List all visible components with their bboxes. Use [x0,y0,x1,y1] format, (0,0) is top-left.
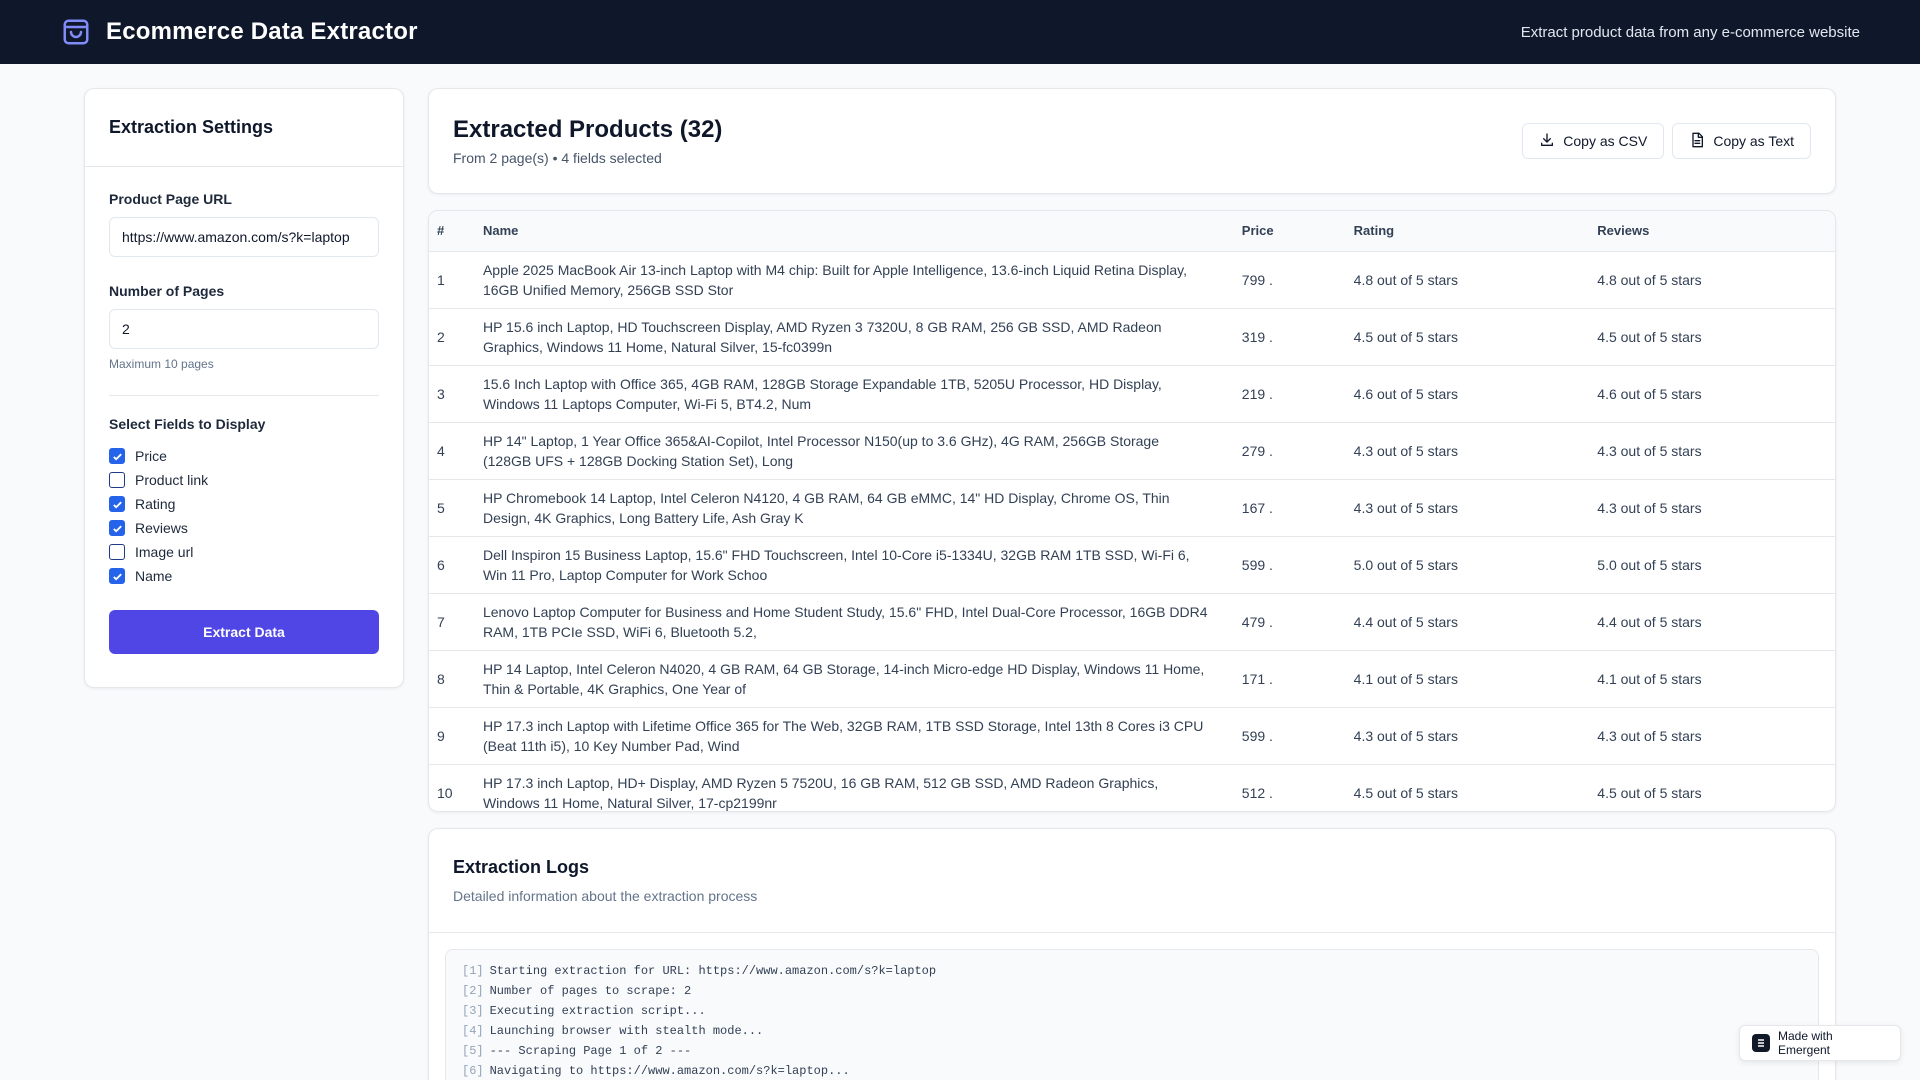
cell-name: Apple 2025 MacBook Air 13-inch Laptop with M4 chip: Built for Apple Intelligence, 13.6-inch Liquid Retina Display, 16GB Unified Memory, 256GB SSD Stor [475,251,1234,308]
cell-index: 7 [429,593,475,650]
checkbox-unchecked[interactable] [109,544,125,560]
cell-name: Dell Inspiron 15 Business Laptop, 15.6" FHD Touchscreen, Intel 10-Core i5-1334U, 32GB RAM 1TB SSD, Wi-Fi 6, Win 11 Pro, Laptop Computer for Work Schoo [475,536,1234,593]
table-row [429,251,1835,308]
cell-index: 8 [429,650,475,707]
cell-price: 319 . [1234,308,1346,365]
log-line-text: Launching browser with stealth mode... [489,1024,764,1038]
extract-data-button[interactable]: Extract Data [109,610,379,654]
table-row [429,536,1835,593]
download-icon [1539,132,1555,151]
cell-rating: 4.3 out of 5 stars [1346,479,1590,536]
cell-rating: 4.3 out of 5 stars [1346,422,1590,479]
products-header [428,88,1836,194]
log-line [462,1044,1802,1064]
cell-rating: 4.1 out of 5 stars [1346,650,1590,707]
table-row [429,764,1835,812]
cell-price: 219 . [1234,365,1346,422]
checkbox-unchecked[interactable] [109,472,125,488]
log-line-number: [4] [462,1024,484,1038]
cell-reviews: 5.0 out of 5 stars [1589,536,1835,593]
log-output[interactable] [445,949,1819,1080]
cell-index: 3 [429,365,475,422]
cell-reviews: 4.4 out of 5 stars [1589,593,1835,650]
cell-name: 15.6 Inch Laptop with Office 365, 4GB RAM, 128GB Storage Expandable 1TB, 5205U Processor, HD Display, Windows 11 Laptops Computer, Wi-Fi 5, BT4.2, Num [475,365,1234,422]
cell-reviews: 4.5 out of 5 stars [1589,308,1835,365]
divider [109,395,379,396]
field-option-price[interactable] [109,444,379,468]
shopping-bag-icon [60,16,92,48]
field-checklist [109,444,379,588]
made-with-emergent-badge[interactable] [1739,1025,1901,1061]
copy-text-label: Copy as Text [1713,133,1794,149]
field-option-label: Product link [135,472,209,488]
cell-rating: 4.6 out of 5 stars [1346,365,1590,422]
cell-name: HP 14 Laptop, Intel Celeron N4020, 4 GB RAM, 64 GB Storage, 14-inch Micro-edge HD Display, Windows 11 Home, Thin & Portable, 4K Graphics, One Year of [475,650,1234,707]
cell-rating: 4.8 out of 5 stars [1346,251,1590,308]
cell-index: 4 [429,422,475,479]
log-line-number: [2] [462,984,484,998]
log-line-text: --- Scraping Page 1 of 2 --- [489,1044,692,1058]
cell-index: 5 [429,479,475,536]
field-option-product-link[interactable] [109,468,379,492]
copy-csv-label: Copy as CSV [1563,133,1648,149]
cell-price: 799 . [1234,251,1346,308]
cell-price: 171 . [1234,650,1346,707]
log-line-number: [3] [462,1004,484,1018]
cell-name: Lenovo Laptop Computer for Business and Home Student Study, 15.6" FHD, Intel Dual-Core Processor, 16GB DDR4 RAM, 1TB PCIe SSD, WiFi 6, Bluetooth 5.2, [475,593,1234,650]
cell-reviews: 4.1 out of 5 stars [1589,650,1835,707]
top-bar [0,0,1920,64]
log-line-number: [1] [462,964,484,978]
field-option-label: Price [135,448,167,464]
cell-index: 6 [429,536,475,593]
cell-price: 599 . [1234,536,1346,593]
cell-index: 10 [429,764,475,812]
table-row [429,650,1835,707]
cell-rating: 4.5 out of 5 stars [1346,764,1590,812]
cell-name: HP Chromebook 14 Laptop, Intel Celeron N4120, 4 GB RAM, 64 GB eMMC, 14" HD Display, Chrome OS, Thin Design, 4K Graphics, Long Battery Life, Ash Gray K [475,479,1234,536]
copy-text-button[interactable] [1672,123,1811,159]
table-header-row [429,211,1835,251]
table-row [429,422,1835,479]
column-header-price: Price [1234,211,1346,251]
field-option-label: Reviews [135,520,188,536]
log-line-text: Executing extraction script... [489,1004,706,1018]
fields-label: Select Fields to Display [109,416,266,432]
cell-rating: 4.4 out of 5 stars [1346,593,1590,650]
cell-reviews: 4.5 out of 5 stars [1589,764,1835,812]
checkbox-checked[interactable] [109,496,125,512]
cell-price: 279 . [1234,422,1346,479]
log-line-text: Number of pages to scrape: 2 [489,984,692,998]
cell-price: 512 . [1234,764,1346,812]
log-line [462,1004,1802,1024]
cell-rating: 4.5 out of 5 stars [1346,308,1590,365]
settings-title: Extraction Settings [85,89,403,167]
checkbox-checked[interactable] [109,448,125,464]
field-option-image-url[interactable] [109,540,379,564]
cell-name: HP 17.3 inch Laptop with Lifetime Office 365 for The Web, 32GB RAM, 1TB SSD Storage, Intel 13th 8 Cores i3 CPU (Beat 11th i5), 10 Key Number Pad, Wind [475,707,1234,764]
app-title: Ecommerce Data Extractor [106,18,418,45]
cell-rating: 4.3 out of 5 stars [1346,707,1590,764]
field-option-label: Image url [135,544,194,560]
cell-index: 2 [429,308,475,365]
cell-index: 1 [429,251,475,308]
log-line [462,984,1802,1004]
logs-subtitle: Detailed information about the extraction process [453,888,758,904]
log-line [462,964,1802,984]
log-line [462,1024,1802,1044]
cell-index: 9 [429,707,475,764]
url-label: Product Page URL [109,191,232,207]
column-header-reviews: Reviews [1589,211,1835,251]
checkbox-checked[interactable] [109,520,125,536]
pages-hint: Maximum 10 pages [109,357,214,371]
field-option-label: Name [135,568,173,584]
products-title: Extracted Products (32) [453,116,723,143]
field-option-reviews[interactable] [109,516,379,540]
extraction-logs-panel [428,828,1836,1080]
log-line-number: [6] [462,1064,484,1078]
cell-name: HP 17.3 inch Laptop, HD+ Display, AMD Ryzen 5 7520U, 16 GB RAM, 512 GB SSD, AMD Radeon Graphics, Windows 11 Home, Natural Silver, 17-cp2199nr [475,764,1234,812]
cell-name: HP 14" Laptop, 1 Year Office 365&AI-Copilot, Intel Processor N150(up to 3.6 GHz), 4G RAM, 256GB Storage (128GB UFS + 128GB Docking Station Set), Long [475,422,1234,479]
column-header-name: Name [475,211,1234,251]
table-row [429,308,1835,365]
field-option-label: Rating [135,496,176,512]
column-header-rating: Rating [1346,211,1590,251]
extraction-settings-panel [84,88,404,688]
cell-reviews: 4.3 out of 5 stars [1589,707,1835,764]
log-line-number: [5] [462,1044,484,1058]
pages-input[interactable] [109,309,379,349]
emergent-logo-icon [1752,1034,1770,1052]
cell-price: 167 . [1234,479,1346,536]
products-subtitle: From 2 page(s) • 4 fields selected [453,150,662,166]
app-tagline: Extract product data from any e-commerce website [1520,23,1860,41]
field-option-rating[interactable] [109,492,379,516]
log-line-text: Starting extraction for URL: https://www.amazon.com/s?k=laptop [489,964,937,978]
cell-reviews: 4.8 out of 5 stars [1589,251,1835,308]
cell-reviews: 4.3 out of 5 stars [1589,479,1835,536]
table-row [429,365,1835,422]
log-line [462,1064,1802,1080]
checkbox-checked[interactable] [109,568,125,584]
field-option-name[interactable] [109,564,379,588]
column-header-index: # [429,211,475,251]
products-table [429,211,1835,812]
badge-label: Made with Emergent [1777,1029,1833,1057]
cell-name: HP 15.6 inch Laptop, HD Touchscreen Display, AMD Ryzen 3 7320U, 8 GB RAM, 256 GB SSD, AMD Radeon Graphics, Windows 11 Home, Natural Silver, 15-fc0399n [475,308,1234,365]
pages-label: Number of Pages [109,283,225,299]
cell-reviews: 4.3 out of 5 stars [1589,422,1835,479]
cell-price: 479 . [1234,593,1346,650]
table-row [429,707,1835,764]
log-line-text: Navigating to https://www.amazon.com/s?k=laptop... [489,1064,850,1078]
copy-csv-button[interactable] [1522,123,1664,159]
brand [60,16,418,48]
products-table-card [428,210,1836,812]
file-text-icon [1689,132,1705,151]
logs-title: Extraction Logs [453,857,590,877]
cell-reviews: 4.6 out of 5 stars [1589,365,1835,422]
cell-rating: 5.0 out of 5 stars [1346,536,1590,593]
table-row [429,479,1835,536]
table-row [429,593,1835,650]
cell-price: 599 . [1234,707,1346,764]
product-url-input[interactable] [109,217,379,257]
